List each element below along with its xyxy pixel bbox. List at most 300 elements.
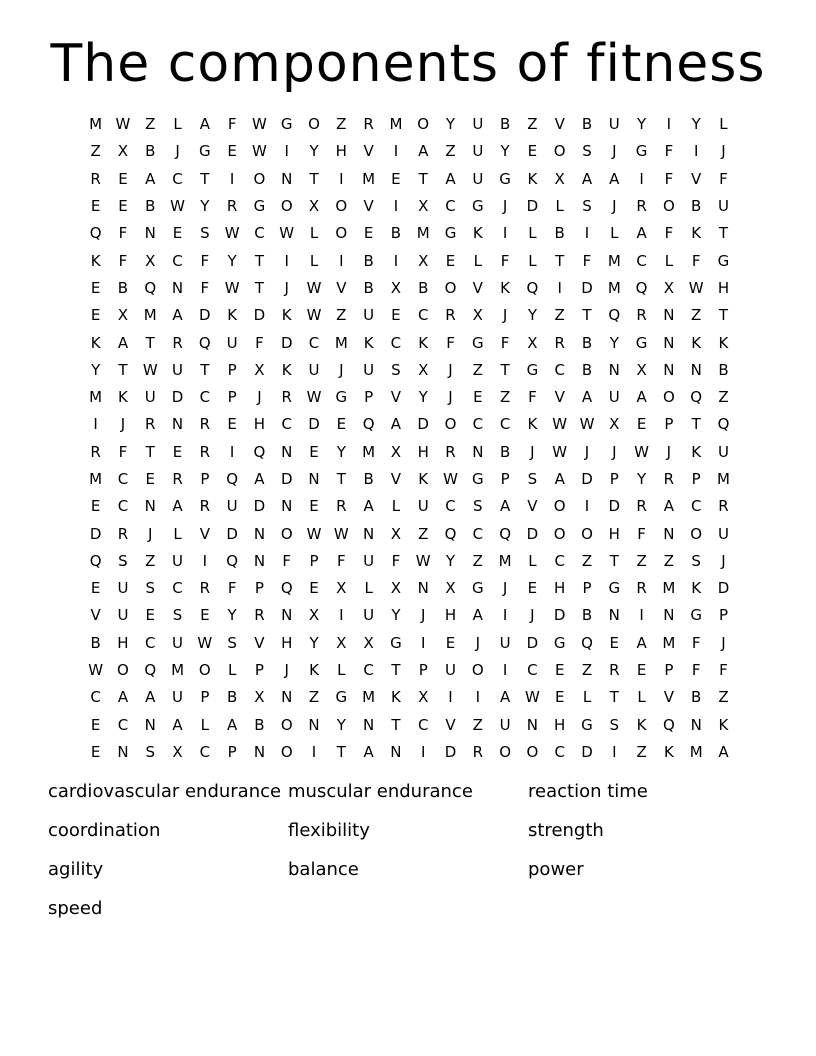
grid-letter: C bbox=[636, 251, 647, 270]
grid-letter: K bbox=[663, 742, 674, 761]
grid-letter: D bbox=[717, 579, 730, 598]
grid-letter: J bbox=[284, 278, 289, 297]
grid-letter: S bbox=[118, 551, 128, 570]
grid-letter: X bbox=[172, 742, 183, 761]
grid-letter: F bbox=[227, 579, 237, 598]
grid-letter: U bbox=[117, 579, 129, 598]
grid-letter: V bbox=[472, 278, 483, 297]
grid-letter: N bbox=[663, 524, 675, 543]
grid-letter: I bbox=[393, 142, 399, 161]
grid-letter: V bbox=[691, 169, 702, 188]
grid-letter: S bbox=[691, 551, 701, 570]
grid-letter: I bbox=[639, 606, 644, 625]
grid-letter: P bbox=[309, 551, 319, 570]
grid-letter: M bbox=[362, 442, 376, 461]
grid-letter: X bbox=[336, 633, 347, 652]
grid-letter: N bbox=[390, 742, 402, 761]
grid-letter: E bbox=[636, 415, 647, 434]
grid-letter: S bbox=[145, 579, 155, 598]
grid-letter: E bbox=[90, 197, 101, 216]
grid-letter: B bbox=[691, 688, 702, 707]
grid-letter: Z bbox=[718, 388, 729, 407]
grid-letter: I bbox=[502, 224, 508, 243]
grid-letter: L bbox=[309, 251, 319, 270]
grid-letter: D bbox=[526, 524, 539, 543]
grid-letter: G bbox=[471, 470, 484, 488]
word-list-item: flexibility bbox=[288, 820, 370, 841]
grid-letter: E bbox=[363, 224, 374, 243]
grid-letter: U bbox=[226, 333, 238, 352]
grid-letter: A bbox=[363, 497, 374, 516]
grid-letter: C bbox=[90, 688, 101, 707]
grid-letter: C bbox=[417, 306, 429, 325]
grid-letter: P bbox=[664, 661, 674, 680]
grid-letter: A bbox=[472, 606, 483, 625]
grid-letter: W bbox=[279, 224, 295, 243]
grid-letter: K bbox=[718, 333, 729, 352]
grid-letter: I bbox=[393, 251, 399, 270]
grid-letter: E bbox=[445, 633, 456, 652]
grid-letter: B bbox=[581, 333, 593, 352]
grid-letter: U bbox=[499, 715, 511, 734]
grid-letter: X bbox=[145, 251, 156, 270]
grid-letter: K bbox=[281, 306, 292, 325]
grid-letter: U bbox=[472, 115, 484, 134]
grid-letter: Y bbox=[309, 633, 319, 652]
grid-letter: K bbox=[691, 442, 702, 461]
grid-letter: O bbox=[280, 524, 293, 543]
grid-letter: W bbox=[142, 360, 158, 379]
grid-letter: Z bbox=[527, 115, 538, 134]
grid-letter: X bbox=[363, 633, 374, 652]
grid-letter: Z bbox=[308, 688, 320, 707]
grid-letter: T bbox=[309, 169, 319, 188]
grid-letter: M bbox=[89, 470, 103, 488]
grid-letter: Q bbox=[717, 415, 730, 434]
grid-letter: J bbox=[148, 524, 153, 543]
grid-letter: E bbox=[554, 661, 565, 680]
grid-letter: R bbox=[90, 169, 101, 188]
grid-letter: R bbox=[117, 524, 129, 543]
grid-letter: S bbox=[145, 742, 155, 761]
grid-letter: H bbox=[717, 278, 730, 297]
grid-letter: K bbox=[718, 715, 729, 734]
grid-letter: F bbox=[582, 251, 592, 270]
grid-letter: E bbox=[336, 415, 347, 434]
grid-letter: M bbox=[389, 115, 403, 134]
grid-letter: F bbox=[691, 633, 701, 652]
grid-letter: C bbox=[281, 415, 292, 434]
grid-letter: E bbox=[118, 169, 128, 188]
grid-letter: Z bbox=[636, 551, 647, 570]
grid-letter: P bbox=[500, 470, 510, 488]
grid-letter: N bbox=[663, 306, 675, 325]
grid-letter: G bbox=[635, 142, 648, 161]
grid-letter: V bbox=[363, 142, 374, 161]
grid-letter: N bbox=[117, 742, 129, 761]
word-list-item: balance bbox=[288, 859, 359, 880]
grid-letter: E bbox=[90, 497, 101, 516]
grid-letter: M bbox=[416, 224, 430, 243]
grid-letter: I bbox=[502, 661, 508, 680]
grid-letter: O bbox=[280, 742, 293, 761]
grid-letter: D bbox=[526, 197, 539, 216]
grid-letter: H bbox=[417, 442, 429, 461]
grid-letter: S bbox=[582, 142, 592, 161]
grid-letter: M bbox=[334, 333, 348, 352]
grid-letter: A bbox=[636, 633, 647, 652]
grid-letter: K bbox=[363, 333, 374, 352]
grid-letter: N bbox=[690, 715, 702, 734]
grid-letter: W bbox=[552, 442, 568, 461]
grid-letter: I bbox=[339, 606, 344, 625]
grid-letter: Y bbox=[336, 442, 346, 461]
grid-letter: T bbox=[609, 688, 619, 707]
grid-letter: O bbox=[280, 715, 293, 734]
grid-letter: N bbox=[281, 497, 293, 516]
grid-letter: D bbox=[171, 388, 184, 407]
grid-letter: A bbox=[172, 497, 183, 516]
grid-letter: V bbox=[445, 715, 456, 734]
grid-letter: D bbox=[581, 278, 593, 297]
grid-letter: J bbox=[475, 633, 481, 652]
grid-letter: X bbox=[254, 360, 265, 379]
grid-letter: E bbox=[554, 688, 565, 707]
grid-letter: X bbox=[390, 442, 402, 461]
grid-letter: T bbox=[118, 360, 128, 379]
grid-letter: I bbox=[502, 606, 508, 625]
grid-letter: T bbox=[200, 360, 210, 379]
grid-letter: P bbox=[418, 661, 428, 680]
grid-letter: U bbox=[172, 551, 184, 570]
grid-letter: O bbox=[117, 661, 129, 680]
grid-letter: E bbox=[172, 224, 183, 243]
grid-letter: N bbox=[281, 169, 293, 188]
grid-letter: O bbox=[444, 415, 457, 434]
grid-letter: W bbox=[224, 278, 240, 297]
grid-letter: J bbox=[420, 606, 426, 625]
word-list-item: agility bbox=[48, 859, 104, 880]
grid-letter: C bbox=[417, 715, 429, 734]
grid-letter: F bbox=[391, 551, 401, 570]
grid-letter: G bbox=[444, 224, 457, 243]
grid-letter: G bbox=[581, 715, 593, 734]
grid-letter: C bbox=[554, 551, 565, 570]
grid-letter: B bbox=[581, 360, 593, 379]
word-list-item: strength bbox=[528, 820, 604, 841]
grid-letter: E bbox=[200, 606, 210, 625]
grid-letter: E bbox=[636, 661, 647, 680]
grid-letter: O bbox=[690, 524, 703, 543]
grid-letter: R bbox=[199, 415, 211, 434]
grid-letter: X bbox=[308, 606, 320, 625]
grid-letter: X bbox=[254, 688, 265, 707]
grid-letter: H bbox=[608, 524, 620, 543]
grid-letter: D bbox=[581, 742, 593, 761]
grid-letter: R bbox=[226, 197, 238, 216]
grid-letter: N bbox=[308, 715, 320, 734]
grid-letter: Z bbox=[336, 306, 347, 325]
grid-letter: F bbox=[255, 333, 264, 352]
grid-letter: P bbox=[200, 470, 210, 488]
grid-letter: J bbox=[612, 142, 617, 161]
grid-letter: E bbox=[145, 470, 155, 488]
grid-letter: N bbox=[171, 278, 184, 297]
grid-letter: Z bbox=[336, 115, 347, 134]
grid-letter: O bbox=[553, 142, 566, 161]
grid-letter: J bbox=[175, 142, 180, 161]
grid-letter: J bbox=[721, 551, 726, 570]
grid-letter: N bbox=[144, 224, 156, 243]
grid-letter: A bbox=[145, 688, 156, 707]
grid-letter: H bbox=[117, 633, 129, 652]
grid-letter: W bbox=[688, 278, 704, 297]
grid-letter: G bbox=[499, 169, 511, 188]
grid-letter: M bbox=[362, 688, 376, 707]
grid-letter: Z bbox=[472, 551, 483, 570]
grid-letter: X bbox=[445, 579, 456, 598]
grid-letter: Z bbox=[418, 524, 429, 543]
grid-letter: P bbox=[227, 360, 237, 379]
grid-letter: G bbox=[553, 633, 566, 652]
grid-letter: L bbox=[473, 251, 482, 270]
grid-letter: Z bbox=[145, 115, 156, 134]
grid-letter: C bbox=[199, 742, 211, 761]
grid-letter: R bbox=[609, 661, 620, 680]
grid-letter: T bbox=[500, 360, 510, 379]
grid-letter: N bbox=[281, 442, 293, 461]
grid-letter: G bbox=[526, 360, 539, 379]
grid-letter: S bbox=[527, 470, 538, 488]
grid-letter: G bbox=[471, 333, 484, 352]
grid-letter: B bbox=[145, 197, 156, 216]
grid-letter: T bbox=[582, 306, 592, 325]
grid-letter: V bbox=[90, 606, 101, 625]
grid-letter: I bbox=[420, 633, 426, 652]
grid-letter: U bbox=[472, 142, 484, 161]
grid-letter: Y bbox=[336, 715, 346, 734]
grid-letter: A bbox=[663, 497, 675, 516]
grid-letter: T bbox=[418, 169, 428, 188]
grid-letter: E bbox=[309, 442, 319, 461]
grid-letter: L bbox=[719, 115, 728, 134]
grid-letter: U bbox=[717, 197, 729, 216]
grid-letter: I bbox=[93, 415, 98, 434]
grid-letter: J bbox=[530, 606, 535, 625]
grid-letter: O bbox=[553, 497, 566, 516]
grid-letter: J bbox=[530, 442, 535, 461]
grid-letter: N bbox=[363, 715, 375, 734]
grid-letter: Z bbox=[472, 360, 483, 379]
grid-letter: I bbox=[557, 278, 562, 297]
grid-letter: L bbox=[582, 688, 592, 707]
grid-letter: M bbox=[662, 579, 676, 598]
grid-letter: E bbox=[309, 579, 319, 598]
grid-letter: A bbox=[227, 715, 238, 734]
grid-letter: O bbox=[308, 115, 320, 134]
grid-letter: W bbox=[415, 551, 431, 570]
page-title: The components of fitness bbox=[50, 34, 766, 94]
grid-letter: R bbox=[636, 306, 647, 325]
grid-letter: E bbox=[227, 142, 237, 161]
grid-letter: O bbox=[499, 742, 511, 761]
grid-letter: B bbox=[254, 715, 265, 734]
grid-letter: L bbox=[337, 661, 346, 680]
grid-letter: A bbox=[499, 688, 511, 707]
grid-letter: R bbox=[718, 497, 729, 516]
grid-letter: O bbox=[444, 278, 457, 297]
grid-letter: C bbox=[554, 360, 565, 379]
grid-letter: I bbox=[229, 442, 235, 461]
grid-letter: U bbox=[363, 606, 375, 625]
grid-letter: U bbox=[363, 306, 375, 325]
grid-letter: U bbox=[172, 633, 184, 652]
grid-letter: Z bbox=[554, 306, 565, 325]
grid-letter: B bbox=[117, 278, 129, 297]
grid-letter: A bbox=[172, 306, 183, 325]
grid-letter: Z bbox=[445, 142, 456, 161]
grid-letter: B bbox=[691, 197, 702, 216]
grid-letter: M bbox=[607, 278, 621, 297]
grid-letter: W bbox=[252, 115, 267, 134]
grid-letter: J bbox=[721, 633, 726, 652]
grid-letter: L bbox=[200, 715, 210, 734]
grid-letter: T bbox=[336, 470, 346, 488]
grid-letter: N bbox=[663, 360, 675, 379]
grid-letter: F bbox=[528, 388, 537, 407]
grid-letter: N bbox=[663, 333, 675, 352]
grid-letter: I bbox=[339, 169, 344, 188]
grid-letter: E bbox=[90, 742, 101, 761]
grid-letter: U bbox=[172, 360, 184, 379]
grid-letter: A bbox=[554, 470, 565, 488]
grid-letter: P bbox=[582, 579, 592, 598]
grid-letter: L bbox=[528, 551, 537, 570]
grid-letter: O bbox=[335, 224, 348, 243]
grid-letter: E bbox=[473, 388, 483, 407]
grid-letter: J bbox=[584, 442, 590, 461]
grid-letter: L bbox=[528, 251, 537, 270]
grid-letter: W bbox=[443, 470, 458, 488]
grid-letter: P bbox=[718, 606, 728, 625]
grid-letter: O bbox=[662, 197, 675, 216]
grid-letter: A bbox=[172, 715, 183, 734]
grid-letter: W bbox=[579, 415, 595, 434]
grid-letter: C bbox=[527, 661, 538, 680]
grid-letter: K bbox=[118, 388, 128, 407]
grid-letter: B bbox=[499, 115, 511, 134]
grid-letter: D bbox=[253, 306, 266, 325]
grid-letter: Z bbox=[663, 551, 675, 570]
grid-letter: P bbox=[227, 742, 237, 761]
grid-letter: R bbox=[336, 497, 347, 516]
grid-letter: L bbox=[528, 224, 537, 243]
grid-letter: D bbox=[308, 415, 320, 434]
grid-letter: B bbox=[554, 224, 565, 243]
grid-letter: M bbox=[143, 306, 157, 325]
grid-letter: T bbox=[555, 251, 565, 270]
grid-letter: A bbox=[390, 415, 402, 434]
grid-letter: X bbox=[390, 278, 402, 297]
grid-letter: Y bbox=[227, 606, 237, 625]
grid-letter: F bbox=[719, 661, 728, 680]
grid-letter: A bbox=[254, 470, 265, 488]
grid-letter: Z bbox=[691, 306, 702, 325]
grid-letter: N bbox=[308, 470, 320, 488]
grid-letter: T bbox=[718, 306, 729, 325]
grid-letter: H bbox=[444, 606, 457, 625]
grid-letter: L bbox=[610, 224, 619, 243]
grid-letter: Q bbox=[89, 224, 102, 243]
grid-letter: F bbox=[227, 115, 237, 134]
grid-letter: X bbox=[527, 333, 538, 352]
grid-letter: Z bbox=[499, 388, 511, 407]
grid-letter: X bbox=[336, 579, 347, 598]
grid-letter: R bbox=[663, 470, 675, 488]
grid-letter: P bbox=[691, 470, 701, 488]
grid-letter: X bbox=[472, 306, 483, 325]
grid-letter: D bbox=[417, 415, 429, 434]
word-list-item: coordination bbox=[48, 820, 161, 841]
word-list-item: muscular endurance bbox=[288, 781, 473, 802]
grid-letter: H bbox=[253, 415, 266, 434]
grid-letter: X bbox=[117, 142, 129, 161]
grid-letter: X bbox=[636, 360, 647, 379]
grid-letter: K bbox=[390, 688, 401, 707]
grid-letter: C bbox=[363, 661, 374, 680]
grid-letter: G bbox=[335, 688, 348, 707]
grid-letter: N bbox=[144, 715, 156, 734]
grid-letter: Q bbox=[690, 388, 703, 407]
grid-letter: V bbox=[390, 388, 402, 407]
grid-letter: Y bbox=[91, 360, 101, 379]
grid-letter: W bbox=[306, 524, 322, 543]
grid-letter: S bbox=[391, 360, 401, 379]
grid-letter: F bbox=[500, 333, 510, 352]
grid-letter: B bbox=[145, 142, 156, 161]
grid-letter: Q bbox=[662, 715, 675, 734]
grid-letter: N bbox=[417, 579, 429, 598]
grid-letter: R bbox=[554, 333, 565, 352]
grid-letter: J bbox=[502, 306, 508, 325]
grid-letter: K bbox=[500, 278, 511, 297]
grid-letter: N bbox=[281, 606, 293, 625]
grid-letter: D bbox=[444, 742, 457, 761]
grid-letter: Q bbox=[444, 524, 457, 543]
grid-letter: F bbox=[118, 251, 128, 270]
grid-letter: I bbox=[584, 497, 590, 516]
grid-letter: X bbox=[609, 415, 620, 434]
grid-letter: D bbox=[280, 470, 293, 488]
grid-letter: C bbox=[117, 470, 129, 488]
grid-letter: J bbox=[612, 442, 617, 461]
grid-letter: Q bbox=[226, 551, 239, 570]
grid-letter: R bbox=[363, 115, 374, 134]
grid-letter: L bbox=[227, 661, 237, 680]
grid-letter: E bbox=[145, 606, 155, 625]
grid-letter: P bbox=[364, 388, 374, 407]
grid-letter: Z bbox=[581, 661, 593, 680]
grid-letter: S bbox=[473, 497, 483, 516]
grid-letter: G bbox=[335, 388, 348, 407]
grid-letter: V bbox=[663, 688, 675, 707]
grid-letter: T bbox=[254, 251, 265, 270]
grid-letter: S bbox=[200, 224, 210, 243]
grid-letter: E bbox=[90, 579, 101, 598]
grid-letter: W bbox=[552, 415, 568, 434]
grid-letter: R bbox=[445, 306, 456, 325]
grid-letter: P bbox=[254, 579, 264, 598]
